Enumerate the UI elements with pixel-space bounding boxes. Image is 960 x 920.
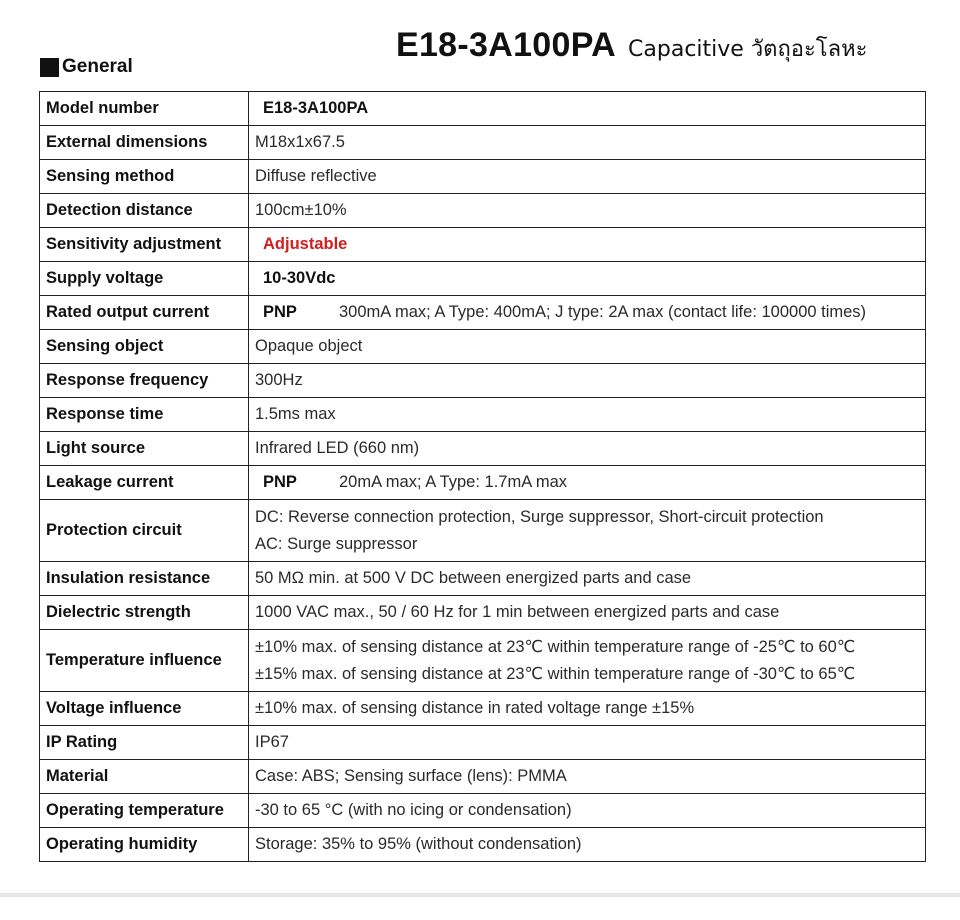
table-row bbox=[40, 364, 926, 398]
row-label: Voltage influence bbox=[40, 692, 249, 726]
table-row bbox=[40, 398, 926, 432]
row-label: Supply voltage bbox=[40, 262, 249, 296]
output-type-tag: PNP bbox=[263, 473, 297, 491]
row-label: Material bbox=[40, 760, 249, 794]
spec-table bbox=[39, 91, 926, 862]
value-line-2: AC: Surge suppressor bbox=[255, 534, 418, 553]
table-row bbox=[40, 726, 926, 760]
table-row bbox=[40, 194, 926, 228]
row-value: 50 MΩ min. at 500 V DC between energized parts and case bbox=[249, 562, 926, 596]
row-value: Diffuse reflective bbox=[249, 160, 926, 194]
table-row bbox=[40, 228, 926, 262]
table-row bbox=[40, 828, 926, 862]
table-row bbox=[40, 794, 926, 828]
row-value: Case: ABS; Sensing surface (lens): PMMA bbox=[249, 760, 926, 794]
output-type-tag: PNP bbox=[263, 303, 297, 321]
table-row bbox=[40, 330, 926, 364]
row-value bbox=[249, 466, 926, 500]
value-line-1: ±10% max. of sensing distance at 23℃ within temperature range of -25℃ to 60℃ bbox=[255, 637, 856, 656]
row-label: Sensing method bbox=[40, 160, 249, 194]
row-label: External dimensions bbox=[40, 126, 249, 160]
table-row bbox=[40, 432, 926, 466]
table-row bbox=[40, 160, 926, 194]
row-label: Insulation resistance bbox=[40, 562, 249, 596]
row-value: Opaque object bbox=[249, 330, 926, 364]
table-row bbox=[40, 596, 926, 630]
row-value bbox=[249, 500, 926, 562]
row-value: Storage: 35% to 95% (without condensation) bbox=[249, 828, 926, 862]
table-row bbox=[40, 92, 926, 126]
black-square-icon bbox=[40, 58, 59, 77]
row-label: Model number bbox=[40, 92, 249, 126]
row-value: IP67 bbox=[249, 726, 926, 760]
model-number-value: E18-3A100PA bbox=[263, 99, 369, 117]
table-row bbox=[40, 562, 926, 596]
value-line-1: DC: Reverse connection protection, Surge suppressor, Short-circuit protection bbox=[255, 507, 824, 526]
supply-voltage-value: 10-30Vdc bbox=[263, 269, 336, 287]
row-label: Sensitivity adjustment bbox=[40, 228, 249, 262]
row-label: Operating humidity bbox=[40, 828, 249, 862]
row-label: Detection distance bbox=[40, 194, 249, 228]
row-value: 100cm±10% bbox=[249, 194, 926, 228]
document-title bbox=[396, 26, 867, 66]
row-value: 300Hz bbox=[249, 364, 926, 398]
row-value bbox=[249, 296, 926, 330]
row-value bbox=[249, 228, 926, 262]
model-title: E18-3A100PA bbox=[396, 26, 617, 64]
section-title: General bbox=[62, 56, 133, 77]
row-value bbox=[249, 630, 926, 692]
table-row bbox=[40, 262, 926, 296]
product-subtitle: Capacitive วัตถุอะโลหะ bbox=[628, 37, 868, 62]
row-label: Sensing object bbox=[40, 330, 249, 364]
footer-divider bbox=[0, 893, 960, 897]
section-heading bbox=[40, 56, 133, 78]
row-label: Protection circuit bbox=[40, 500, 249, 562]
row-label: Rated output current bbox=[40, 296, 249, 330]
row-label: Light source bbox=[40, 432, 249, 466]
table-row bbox=[40, 296, 926, 330]
table-row bbox=[40, 126, 926, 160]
row-value: M18x1x67.5 bbox=[249, 126, 926, 160]
row-label: Response time bbox=[40, 398, 249, 432]
row-value bbox=[249, 262, 926, 296]
row-value: Infrared LED (660 nm) bbox=[249, 432, 926, 466]
sensitivity-value: Adjustable bbox=[263, 235, 348, 253]
row-label: Temperature influence bbox=[40, 630, 249, 692]
row-value bbox=[249, 92, 926, 126]
row-value: ±10% max. of sensing distance in rated voltage range ±15% bbox=[249, 692, 926, 726]
row-value: -30 to 65 °C (with no icing or condensation) bbox=[249, 794, 926, 828]
table-row bbox=[40, 692, 926, 726]
table-row bbox=[40, 760, 926, 794]
leakage-current-value: 20mA max; A Type: 1.7mA max bbox=[339, 473, 568, 491]
row-label: IP Rating bbox=[40, 726, 249, 760]
row-label: Leakage current bbox=[40, 466, 249, 500]
row-label: Dielectric strength bbox=[40, 596, 249, 630]
row-value: 1.5ms max bbox=[249, 398, 926, 432]
row-value: 1000 VAC max., 50 / 60 Hz for 1 min between energized parts and case bbox=[249, 596, 926, 630]
value-line-2: ±15% max. of sensing distance at 23℃ within temperature range of -30℃ to 65℃ bbox=[255, 664, 856, 683]
row-label: Response frequency bbox=[40, 364, 249, 398]
rated-output-value: 300mA max; A Type: 400mA; J type: 2A max (contact life: 100000 times) bbox=[339, 303, 867, 321]
row-label: Operating temperature bbox=[40, 794, 249, 828]
table-row bbox=[40, 500, 926, 562]
table-row bbox=[40, 630, 926, 692]
table-row bbox=[40, 466, 926, 500]
